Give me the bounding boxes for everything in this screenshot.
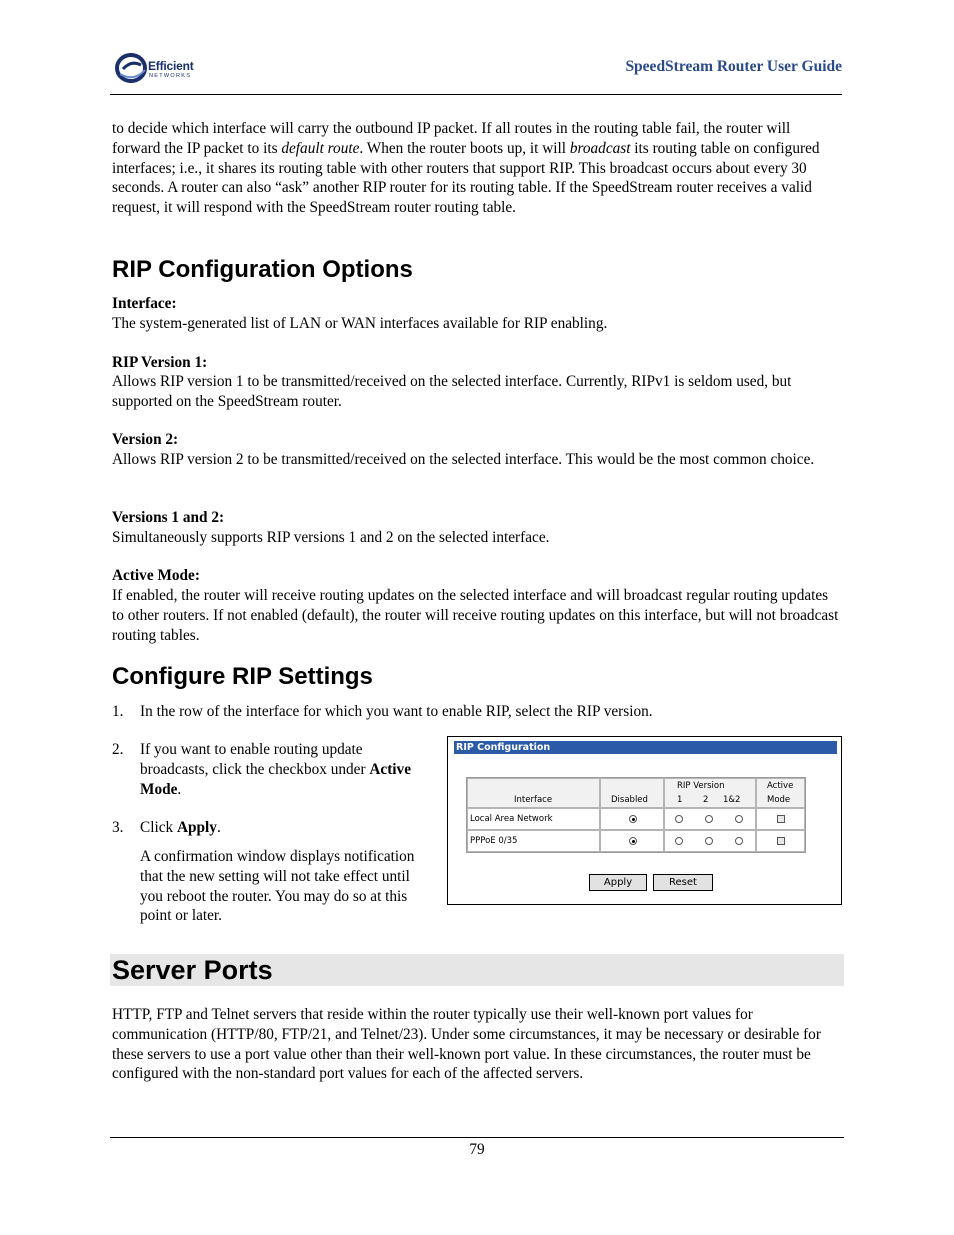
option-desc-v2: Allows RIP version 2 to be transmitted/received on the selected interface. This would be the most common choice. <box>112 451 815 468</box>
intro-emphasis-broadcast: broadcast <box>569 139 631 157</box>
option-desc-interface: The system-generated list of LAN or WAN interfaces available for RIP enabling. <box>112 315 608 332</box>
step-1-number: 1. <box>112 703 124 720</box>
logo-swoosh-icon <box>114 52 148 84</box>
server-ports-paragraph: HTTP, FTP and Telnet servers that reside within the router typically use their well-known port values for communication (HTTP/80, FTP/21, and Telnet/23). Under some circumstances, it may be necessary or desirable for these servers to use a port value other than their well-known port value. In these circumstances, the router must be configured with the non-standard port values for each of the affected servers. <box>112 1006 821 1083</box>
table-cell-rip-version <box>664 830 756 852</box>
radio-lan-v2[interactable] <box>705 815 713 823</box>
col-header-rip-version: RIP Version 1 2 1&2 <box>664 778 756 808</box>
option-term-active-mode: Active Mode: <box>112 567 200 584</box>
step-3-number: 3. <box>112 819 124 836</box>
step-2-number: 2. <box>112 741 124 758</box>
step-2-text: If you want to enable routing update broadcasts, click the checkbox under Active Mode. <box>140 741 411 798</box>
radio-pppoe-disabled[interactable] <box>629 837 637 845</box>
table-cell-active-mode <box>756 830 805 852</box>
server-ports-heading-bar <box>110 954 844 986</box>
option-term-v1-and-2: Versions 1 and 2: <box>112 509 225 526</box>
rip-panel-title: RIP Configuration <box>454 741 837 754</box>
table-cell-rip-version <box>664 808 756 830</box>
active-mode-emphasis: Active Mode <box>140 760 411 798</box>
radio-pppoe-v1[interactable] <box>675 837 683 845</box>
reset-button[interactable]: Reset <box>653 874 713 891</box>
radio-lan-v1-and-2[interactable] <box>735 815 743 823</box>
rip-options-heading: RIP Configuration Options <box>112 256 413 283</box>
apply-button[interactable]: Apply <box>589 874 647 891</box>
table-cell-active-mode <box>756 808 805 830</box>
footer-rule <box>110 1137 844 1138</box>
table-cell-disabled <box>600 830 664 852</box>
option-term-interface: Interface: <box>112 295 177 312</box>
rip-config-table <box>466 777 806 853</box>
apply-emphasis: Apply <box>176 819 217 836</box>
option-desc-rip-v1: Allows RIP version 1 to be transmitted/received on the selected interface. Currently, RIPv1 is seldom used, but supported on the SpeedStream router. <box>112 373 792 410</box>
col-header-active-mode: Active Mode <box>756 778 805 808</box>
table-row-interface: Local Area Network <box>467 808 600 830</box>
option-desc-v1-and-2: Simultaneously supports RIP versions 1 and 2 on the selected interface. <box>112 529 550 546</box>
server-ports-heading: Server Ports <box>112 955 273 985</box>
step-3-note: A confirmation window displays notification that the new setting will not take effect until you reboot the router. You may do so at this point or later. <box>140 848 415 925</box>
intro-text-2: . When the router boots up, it will <box>359 139 570 157</box>
logo-word: Efficient <box>148 59 194 73</box>
page-number: 79 <box>469 1141 485 1158</box>
intro-paragraph <box>112 119 842 218</box>
intro-emphasis-default-route: default route <box>281 139 360 157</box>
radio-pppoe-v2[interactable] <box>705 837 713 845</box>
step-3-text: Click Apply. <box>140 819 221 836</box>
checkbox-pppoe-active-mode[interactable] <box>777 837 785 845</box>
option-term-v2: Version 2: <box>112 431 179 448</box>
option-term-rip-v1: RIP Version 1: <box>112 354 208 371</box>
guide-title: SpeedStream Router User Guide <box>625 58 842 75</box>
efficient-networks-logo <box>114 52 214 84</box>
col-header-disabled: Disabled <box>600 778 664 808</box>
table-cell-disabled <box>600 808 664 830</box>
header-rule <box>110 94 842 95</box>
intro-text-3: its routing table on configured interfaces; i.e., it shares its routing table with other routers that support RIP. This broadcast occurs about every 30 seconds. A router can also “ask” another RIP router for its routing table. If the SpeedStream router receives a valid request, it will respond with the SpeedStream router routing table. <box>112 139 820 217</box>
option-desc-active-mode: If enabled, the router will receive routing updates on the selected interface and will broadcast regular routing updates to other routers. If not enabled (default), the router will receive routing updates on this interface, but will not broadcast routing tables. <box>112 587 839 644</box>
table-row-interface: PPPoE 0/35 <box>467 830 600 852</box>
rip-config-screenshot <box>447 736 842 905</box>
radio-lan-disabled[interactable] <box>629 815 637 823</box>
logo-subword: NETWORKS <box>149 73 192 79</box>
checkbox-lan-active-mode[interactable] <box>777 815 785 823</box>
col-header-interface: Interface <box>467 778 600 808</box>
radio-lan-v1[interactable] <box>675 815 683 823</box>
intro-text-1: to decide which interface will carry the outbound IP packet. If all routes in the routing table fail, the router will forward the IP packet to its <box>112 120 791 157</box>
configure-heading: Configure RIP Settings <box>112 663 373 690</box>
step-1-text: In the row of the interface for which you want to enable RIP, select the RIP version. <box>140 703 653 720</box>
radio-pppoe-v1-and-2[interactable] <box>735 837 743 845</box>
